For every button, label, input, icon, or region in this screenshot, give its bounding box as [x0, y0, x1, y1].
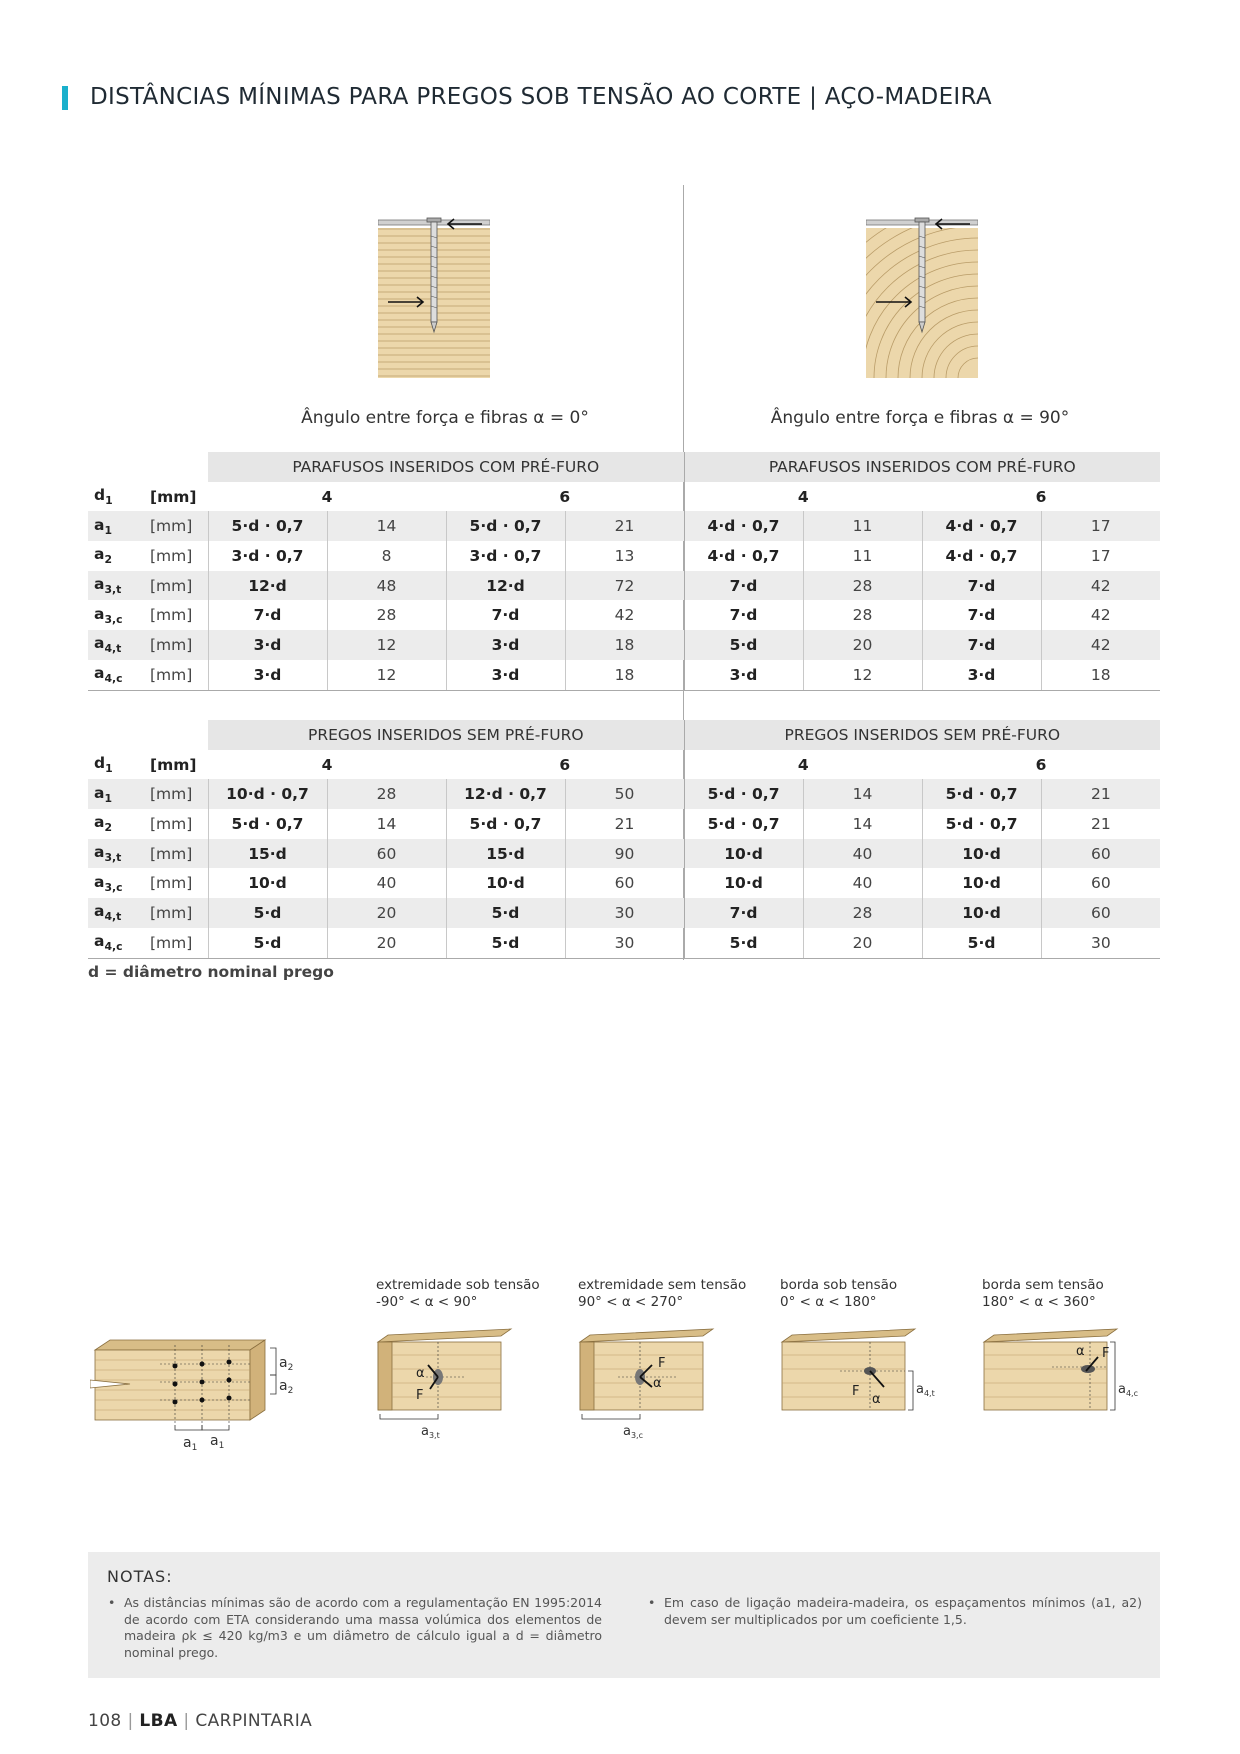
table-cell: 21: [565, 809, 684, 839]
nail-illustration-perpendicular: [866, 216, 978, 378]
diam-header: 4: [797, 755, 809, 774]
table-cell: 15·d: [446, 839, 565, 869]
diagram-edge-loaded: [780, 1325, 940, 1445]
spacing-label: $a_{4,c}$: [88, 928, 150, 958]
page-title: DISTÂNCIAS MÍNIMAS PARA PREGOS SOB TENSÃO AO CORTE | AÇO-MADEIRA: [90, 84, 992, 110]
table-cell: 8: [327, 541, 446, 571]
table-cell: 48: [327, 571, 446, 601]
diagram-label-3: borda sob tensão 0° < α < 180°: [780, 1277, 898, 1310]
table-cell: 21: [565, 511, 684, 541]
table-cell: 7·d: [684, 898, 803, 928]
table-row: [88, 630, 1160, 660]
table-cell: 12: [327, 660, 446, 690]
diagram-end-loaded: [376, 1325, 536, 1445]
spacing-label: $a_{4,t}$: [88, 630, 150, 660]
svg-text:α: α: [1076, 1344, 1085, 1359]
table-cell: 5·d: [446, 928, 565, 958]
unit-cell: [mm]: [150, 660, 208, 690]
table-cell: 11: [803, 541, 922, 571]
svg-text:a3,t: $a_{3,t}$: [421, 1424, 440, 1440]
svg-text:a1: $a_1$: [210, 1433, 225, 1451]
table-cell: 5·d: [208, 898, 327, 928]
svg-text:F: F: [1102, 1346, 1110, 1361]
brand-label: LBA: [139, 1711, 178, 1731]
svg-text:a4,t: $a_{4,t}$: [916, 1382, 935, 1398]
table-cell: 10·d: [208, 868, 327, 898]
table-row: [88, 839, 1160, 869]
unit-cell: [mm]: [150, 898, 208, 928]
table-cell: 50: [565, 779, 684, 809]
table-cell: 60: [1090, 874, 1111, 893]
d-label: $d_1$: [94, 485, 113, 508]
table-row: [88, 511, 1160, 541]
unit-cell: [mm]: [150, 606, 193, 625]
title-accent-bar: [62, 86, 68, 110]
table-cell: 7·d: [922, 600, 1041, 630]
diagram-label-2: extremidade sem tensão 90° < α < 270°: [578, 1277, 747, 1310]
spacing-label: $a_2$: [94, 813, 113, 835]
table-cell: 5·d · 0,7: [684, 779, 803, 809]
table-cell: 10·d: [684, 839, 803, 869]
note-1: • As distâncias mínimas são de acordo com a regulamentação EN 1995:2014 de acordo com ETA considerando uma massa volúmica dos elementos de madeira ρk ≤ 420 kg/m3 e um diâmetro de cálculo igual a d = diâmetro nominal prego.: [108, 1595, 602, 1660]
group-header-left: PREGOS INSERIDOS SEM PRÉ-FURO: [208, 720, 684, 750]
table-cell: 20: [803, 630, 922, 660]
table-cell: 7·d: [446, 600, 565, 630]
table-cell: 5·d · 0,7: [684, 809, 803, 839]
spacing-label: $a_{3,t}$: [88, 839, 150, 869]
table-cell: 4·d · 0,7: [922, 511, 1041, 541]
table-cell: 5·d · 0,7: [446, 809, 565, 839]
table-cell: 12·d: [446, 571, 565, 601]
notes-title: NOTAS:: [107, 1567, 173, 1586]
table-cell: 72: [565, 571, 684, 601]
table-cell: 20: [327, 898, 446, 928]
table-cell: 3·d: [684, 660, 803, 690]
table-cell: 90: [565, 839, 684, 869]
table-cell: 30: [565, 898, 684, 928]
table-cell: 28: [327, 600, 446, 630]
table-row: [88, 898, 1160, 928]
spacing-label: $a_{4,t}$: [88, 898, 150, 928]
table-cell: 17: [1090, 546, 1111, 565]
table-cell: 14: [803, 809, 922, 839]
diam-header: 4: [321, 755, 333, 774]
table-cell: 7·d: [208, 600, 327, 630]
diagram-label-4: borda sem tensão 180° < α < 360°: [982, 1277, 1104, 1310]
table-cell: 42: [1041, 571, 1160, 601]
diam-header: 6: [446, 482, 684, 512]
table-cell: 21: [1090, 814, 1111, 833]
group-header-right: PREGOS INSERIDOS SEM PRÉ-FURO: [684, 720, 1160, 750]
group-header-left: PARAFUSOS INSERIDOS COM PRÉ-FURO: [208, 452, 684, 482]
note-2: • Em caso de ligação madeira-madeira, os espaçamentos mínimos (a1, a2) devem ser multiplicados por um coeficiente 1,5.: [648, 1595, 1142, 1627]
table-cell: 5·d · 0,7: [446, 511, 565, 541]
diam-header: 6: [446, 750, 684, 780]
table-cell: 4·d · 0,7: [922, 541, 1041, 571]
page-number: 108: [88, 1711, 122, 1731]
section-label: CARPINTARIA: [195, 1711, 313, 1731]
table-cell: 3·d · 0,7: [208, 541, 327, 571]
table-cell: 11: [803, 511, 922, 541]
unit-header: [mm]: [150, 755, 197, 774]
diagram-edge-unloaded: [982, 1325, 1142, 1445]
unit-cell: [mm]: [150, 571, 208, 601]
unit-cell: [mm]: [150, 630, 208, 660]
table-cell: 3·d · 0,7: [446, 541, 565, 571]
table-cell: 40: [803, 839, 922, 869]
table-cell: 13: [565, 541, 684, 571]
svg-text:a2: $a_2$: [279, 1378, 294, 1396]
nail-illustration-parallel: [378, 216, 490, 378]
table-cell: 5·d: [446, 898, 565, 928]
spacing-label: $a_{4,c}$: [88, 660, 150, 690]
table-cell: 7·d: [922, 571, 1041, 601]
page-footer: 108 | LBA | CARPINTARIA: [88, 1711, 313, 1731]
table-cell: 14: [327, 809, 446, 839]
svg-text:a4,c: $a_{4,c}$: [1118, 1382, 1138, 1398]
table-cell: 28: [327, 779, 446, 809]
table-cell: 12: [327, 630, 446, 660]
svg-text:α: α: [416, 1366, 425, 1381]
table-cell: 5·d: [684, 630, 803, 660]
table-cell: 3·d: [208, 630, 327, 660]
table-cell: 18: [565, 660, 684, 690]
table-cell: 4·d · 0,7: [684, 511, 803, 541]
unit-cell: [mm]: [150, 874, 193, 893]
table-cell: 60: [327, 839, 446, 869]
spacing-label: $a_{3,c}$: [94, 872, 123, 894]
diagram-end-unloaded: [578, 1325, 738, 1445]
spacing-label: $a_2$: [94, 545, 113, 567]
table-cell: 40: [803, 868, 922, 898]
table-cell: 5·d · 0,7: [208, 809, 327, 839]
table-cell: 20: [803, 928, 922, 958]
angle-label-left: Ângulo entre força e fibras α = 0°: [301, 408, 589, 428]
svg-text:a2: $a_2$: [279, 1355, 294, 1373]
table-cell: 10·d: [922, 898, 1041, 928]
table-cell: 28: [803, 898, 922, 928]
table-row: [88, 779, 1160, 809]
svg-text:α: α: [653, 1376, 662, 1391]
unit-cell: [mm]: [150, 779, 208, 809]
table-cell: 7·d: [684, 571, 803, 601]
spacing-label: $a_1$: [88, 511, 150, 541]
table-cell: 14: [803, 779, 922, 809]
angle-label-right: Ângulo entre força e fibras α = 90°: [770, 408, 1070, 428]
table-cell: 42: [1041, 630, 1160, 660]
spacing-label: $a_1$: [88, 779, 150, 809]
table-cell: 42: [1090, 606, 1111, 625]
table-cell: 21: [1041, 779, 1160, 809]
table-cell: 18: [565, 630, 684, 660]
table-row: [88, 600, 1160, 630]
table-not-predrilled: [88, 720, 1160, 959]
table-cell: 5·d · 0,7: [922, 779, 1041, 809]
unit-header: [mm]: [150, 487, 197, 506]
svg-text:a3,c: $a_{3,c}$: [623, 1424, 643, 1440]
svg-text:a1: $a_1$: [183, 1435, 198, 1453]
table-row: [88, 809, 1160, 839]
table-cell: 18: [1041, 660, 1160, 690]
table-cell: 7·d: [922, 630, 1041, 660]
table-cell: 60: [565, 868, 684, 898]
d-label: $d_1$: [94, 753, 113, 776]
legend-note: d = diâmetro nominal prego: [88, 963, 334, 981]
table-cell: 42: [565, 600, 684, 630]
table-cell: 10·d: [922, 839, 1041, 869]
table-cell: 10·d: [922, 868, 1041, 898]
table-cell: 7·d: [684, 600, 803, 630]
table-cell: 4·d · 0,7: [684, 541, 803, 571]
table-cell: 12·d · 0,7: [446, 779, 565, 809]
table-cell: 3·d: [446, 630, 565, 660]
table-cell: 28: [803, 600, 922, 630]
table-cell: 5·d · 0,7: [208, 511, 327, 541]
svg-text:F: F: [852, 1384, 860, 1399]
table-row: [88, 928, 1160, 958]
table-cell: 30: [565, 928, 684, 958]
unit-cell: [mm]: [150, 839, 208, 869]
diam-header: 4: [321, 487, 333, 506]
diam-header: 6: [1035, 755, 1047, 774]
svg-text:F: F: [658, 1356, 666, 1371]
table-cell: 3·d: [208, 660, 327, 690]
unit-cell: [mm]: [150, 511, 208, 541]
table-cell: 10·d · 0,7: [208, 779, 327, 809]
spacing-label: $a_{3,t}$: [88, 571, 150, 601]
group-header-right: PARAFUSOS INSERIDOS COM PRÉ-FURO: [684, 452, 1160, 482]
spacing-grid-diagram: [90, 1330, 310, 1460]
table-cell: 20: [327, 928, 446, 958]
table-cell: 10·d: [446, 868, 565, 898]
table-cell: 10·d: [684, 868, 803, 898]
table-cell: 15·d: [208, 839, 327, 869]
table-cell: 40: [327, 868, 446, 898]
table-cell: 12·d: [208, 571, 327, 601]
unit-cell: [mm]: [150, 814, 193, 833]
table-cell: 14: [327, 511, 446, 541]
table-row: [88, 571, 1160, 601]
table-cell: 5·d: [208, 928, 327, 958]
table-row: [88, 868, 1160, 898]
table-cell: 28: [803, 571, 922, 601]
table-predrilled: [88, 452, 1160, 691]
unit-cell: [mm]: [150, 546, 193, 565]
table-cell: 5·d: [922, 928, 1041, 958]
table-row: [88, 541, 1160, 571]
table-cell: 17: [1041, 511, 1160, 541]
table-cell: 30: [1041, 928, 1160, 958]
spacing-label: $a_{3,c}$: [94, 604, 123, 626]
svg-text:F: F: [416, 1388, 424, 1403]
table-cell: 5·d · 0,7: [922, 809, 1041, 839]
table-cell: 60: [1041, 839, 1160, 869]
table-row: [88, 660, 1160, 690]
diagram-label-1: extremidade sob tensão -90° < α < 90°: [376, 1277, 540, 1310]
svg-text:α: α: [872, 1392, 881, 1407]
diam-header: 4: [797, 487, 809, 506]
unit-cell: [mm]: [150, 928, 208, 958]
diam-header: 6: [1035, 487, 1047, 506]
table-cell: 3·d: [922, 660, 1041, 690]
table-cell: 60: [1041, 898, 1160, 928]
table-cell: 5·d: [684, 928, 803, 958]
table-cell: 3·d: [446, 660, 565, 690]
table-cell: 12: [803, 660, 922, 690]
